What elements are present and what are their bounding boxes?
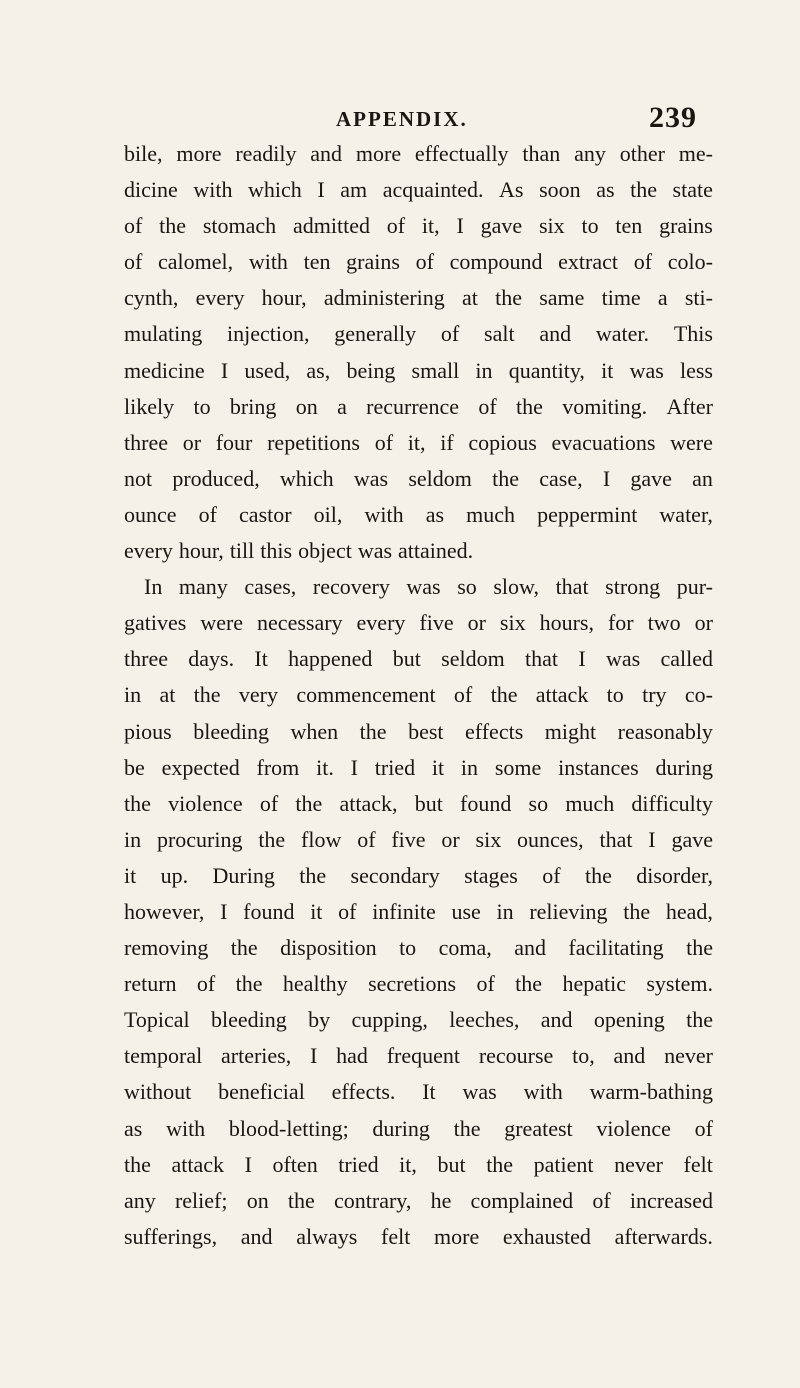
text-line: Topical bleeding by cupping, leeches, and opening the (124, 1007, 713, 1033)
text-line: of the stomach admitted of it, I gave six to ten grains (124, 213, 713, 239)
text-line: every hour, till this object was attained. (124, 538, 474, 564)
text-line: mulating injection, generally of salt and water. This (124, 321, 713, 347)
text-line: medicine I used, as, being small in quantity, it was less (124, 357, 713, 383)
text-line: without beneficial effects. It was with warm-bathing (124, 1079, 713, 1105)
text-line: return of the healthy secretions of the hepatic system. (124, 971, 713, 997)
text-line: likely to bring on a recurrence of the vomiting. After (124, 393, 713, 419)
text-line: cynth, every hour, administering at the same time a sti- (124, 285, 713, 311)
text-line: however, I found it of infinite use in relieving the head, (124, 898, 713, 924)
body-text (124, 136, 713, 1255)
text-line: bile, more readily and more effectually than any other me- (124, 141, 713, 166)
text-line: ounce of castor oil, with as much peppermint water, (124, 501, 713, 527)
text-line: the attack I often tried it, but the patient never felt (124, 1151, 713, 1177)
text-line: gatives were necessary every five or six hours, for two or (124, 610, 713, 636)
page-number: 239 (649, 101, 697, 134)
text-line: be expected from it. I tried it in some instances during (124, 754, 713, 780)
text-line: the violence of the attack, but found so much difficulty (124, 790, 713, 816)
text-line: dicine with which I am acquainted. As soon as the state (124, 177, 713, 203)
text-line: any relief; on the contrary, he complained of increased (124, 1187, 713, 1213)
text-line: of calomel, with ten grains of compound extract of colo- (124, 249, 713, 275)
text-line: pious bleeding when the best effects might reasonably (124, 718, 713, 744)
text-line: removing the disposition to coma, and facilitating the (124, 935, 713, 961)
text-line: not produced, which was seldom the case, I gave an (124, 465, 713, 491)
running-head: APPENDIX. (336, 107, 468, 131)
text-line: in procuring the flow of five or six ounces, that I gave (124, 826, 713, 852)
text-line: in at the very commencement of the attack to try co- (124, 682, 713, 708)
text-line: three days. It happened but seldom that I was called (124, 646, 713, 672)
text-line: three or four repetitions of it, if copious evacuations were (124, 429, 713, 455)
text-line: temporal arteries, I had frequent recourse to, and never (124, 1043, 713, 1069)
text-line: sufferings, and always felt more exhausted afterwards. (124, 1223, 713, 1249)
text-line: as with blood-letting; during the greatest violence of (124, 1115, 713, 1141)
text-line: it up. During the secondary stages of the disorder, (124, 862, 713, 888)
text-line: In many cases, recovery was so slow, that strong pur- (144, 574, 713, 600)
